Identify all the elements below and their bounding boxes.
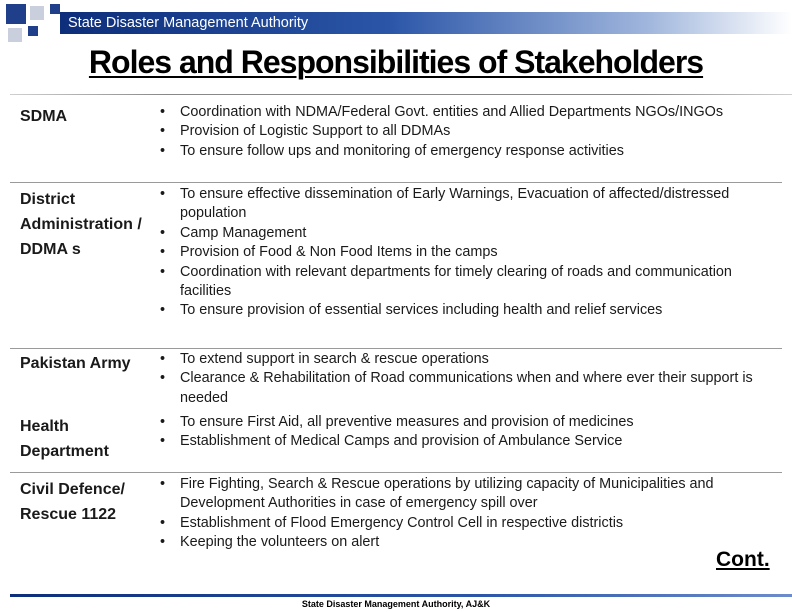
title-divider [10, 94, 792, 95]
decor-square [30, 6, 44, 20]
row-divider [10, 348, 782, 349]
list-item: • To ensure provision of essential services including health and relief services [160, 301, 780, 320]
row-divider [10, 182, 782, 183]
list-item: • Keeping the volunteers on alert [160, 533, 780, 552]
decor-square [28, 26, 38, 36]
continued-label: Cont. [716, 548, 770, 571]
page-title: Roles and Responsibilities of Stakeholders [88, 44, 704, 80]
row-items-sdma [160, 103, 780, 161]
header-org: State Disaster Management Authority [68, 15, 309, 31]
row-divider [10, 472, 782, 473]
list-item: • Clearance & Rehabilitation of Road communications when and where ever their support is needed [160, 369, 780, 408]
row-label-sdma: SDMA [20, 108, 68, 125]
list-item: • Coordination with relevant departments for timely clearing of roads and communication facilities [160, 263, 780, 302]
list-item: • Camp Management [160, 224, 780, 243]
list-item: • To ensure First Aid, all preventive measures and provision of medicines [160, 413, 780, 432]
row-items-army [160, 350, 780, 408]
row-label-civil-defence: Civil Defence/ Rescue 1122 [20, 481, 125, 523]
row-items-district [160, 185, 780, 321]
list-item: • Fire Fighting, Search & Rescue operations by utilizing capacity of Municipalities and Development Authorities in case of emergency spill over [160, 475, 780, 514]
row-label-army: Pakistan Army [20, 355, 131, 372]
row-label-district: District Administration / DDMA s [20, 191, 142, 258]
list-item: • Provision of Food & Non Food Items in the camps [160, 243, 780, 262]
list-item: • Coordination with NDMA/Federal Govt. entities and Allied Departments NGOs/INGOs [160, 103, 780, 122]
row-items-health [160, 413, 780, 452]
list-item: • Provision of Logistic Support to all DDMAs [160, 122, 780, 141]
decor-square [6, 4, 26, 24]
list-item: • To ensure follow ups and monitoring of emergency response activities [160, 142, 780, 161]
list-item: • To extend support in search & rescue operations [160, 350, 780, 369]
decor-square [50, 4, 60, 14]
decor-square [8, 28, 22, 42]
list-item: • To ensure effective dissemination of Early Warnings, Evacuation of affected/distressed population [160, 185, 780, 224]
list-item: • Establishment of Flood Emergency Control Cell in respective districtis [160, 514, 780, 533]
footer-text: State Disaster Management Authority, AJ&K [301, 599, 491, 609]
footer-divider [10, 594, 792, 597]
row-label-health: Health Department [20, 418, 109, 460]
row-items-civil-defence [160, 475, 780, 553]
list-item: • Establishment of Medical Camps and provision of Ambulance Service [160, 432, 780, 451]
